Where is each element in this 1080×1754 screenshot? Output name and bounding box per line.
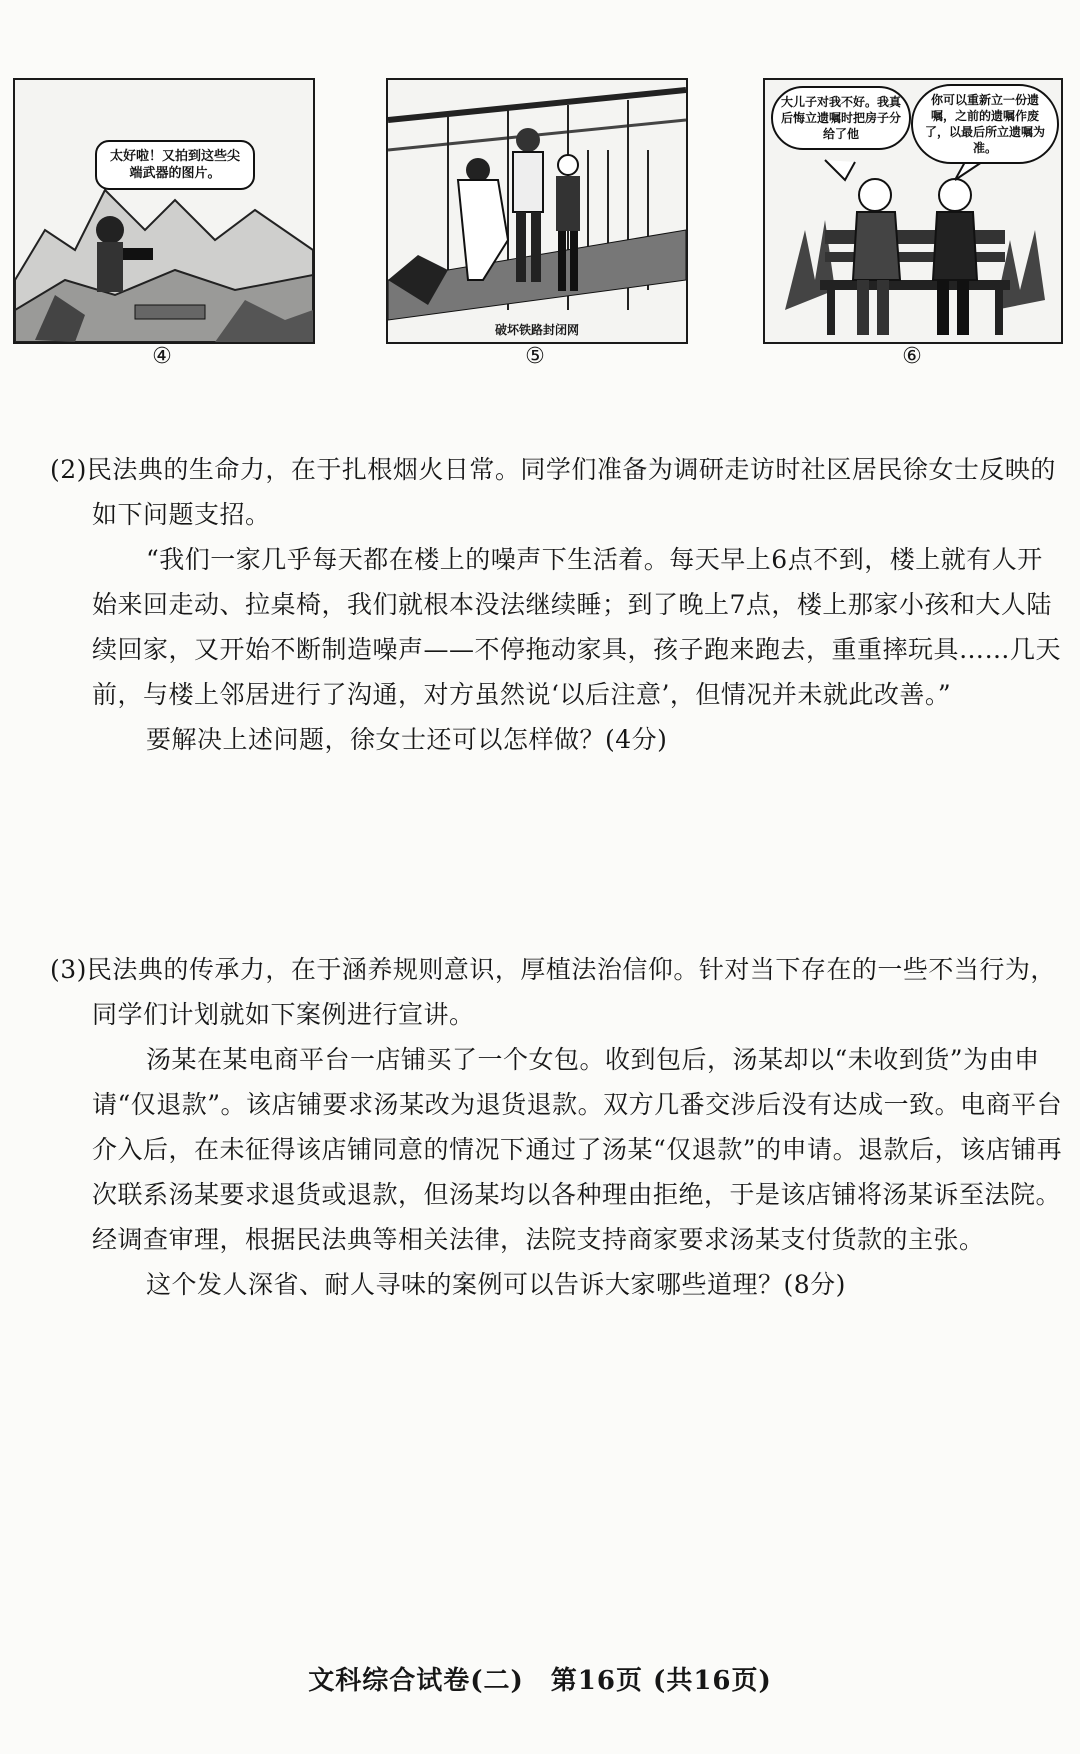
question-3-prompt: 这个发人深省、耐人寻味的案例可以告诉大家哪些道理？(8分)	[146, 1270, 846, 1299]
page-footer: 文科综合试卷(二) 第16页 (共16页)	[308, 1666, 772, 1696]
panel-number-5: ⑤	[525, 344, 545, 369]
question-3-case: 汤某在某电商平台一店铺买了一个女包。收到包后，汤某却以“未收到货”为由申请“仅退款”。该店铺要求汤某改为退货退款。双方几番交涉后没有达成一致。电商平台介入后，在未征得该店铺同意的情况下通过了汤某“仅退款”的申请。退款后，该店铺再次联系汤某要求退货或退款，但汤某均以各种理由拒绝，于是该店铺将汤某诉至法院。经调查审理，根据民法典等相关法律，法院支持商家要求汤某支付货款的主张。	[92, 1045, 1063, 1254]
cartoon-5-drawing	[388, 80, 686, 342]
cartoon-panel-6	[763, 78, 1063, 344]
panel-number-4: ④	[152, 344, 172, 369]
question-2-head: (2)民法典的生命力，在于扎根烟火日常。同学们准备为调研走访时社区居民徐女士反映的如下问题支招。	[50, 455, 1056, 529]
cartoon-panel-4	[13, 78, 315, 344]
cartoon-4-drawing	[15, 80, 313, 342]
question-2-prompt: 要解决上述问题，徐女士还可以怎样做？(4分)	[146, 725, 668, 754]
cartoon-5-caption: 破坏铁路封闭网	[494, 323, 579, 337]
cartoon-6-bubble-right: 你可以重新立一份遗嘱，之前的遗嘱作废了，以最后所立遗嘱为准。	[911, 84, 1059, 164]
cartoon-panel-5	[386, 78, 688, 344]
question-3-head: (3)民法典的传承力，在于涵养规则意识，厚植法治信仰。针对当下存在的一些不当行为，同学们计划就如下案例进行宣讲。	[50, 955, 1056, 1029]
question-2	[50, 447, 1068, 762]
cartoon-4-speech-bubble: 太好啦！又拍到这些尖端武器的图片。	[95, 140, 255, 190]
question-2-quote: “我们一家几乎每天都在楼上的噪声下生活着。每天早上6点不到，楼上就有人开始来回走动、拉桌椅，我们就根本没法继续睡；到了晚上7点，楼上那家小孩和大人陆续回家，又开始不断制造噪声——不停拖动家具，孩子跑来跑去，重重摔玩具……几天前，与楼上邻居进行了沟通，对方虽然说‘以后注意’，但情况并未就此改善。”	[92, 545, 1062, 709]
question-3	[50, 947, 1068, 1307]
cartoon-6-bubble-left: 大儿子对我不好。我真后悔立遗嘱时把房子分给了他	[771, 86, 911, 150]
panel-number-6: ⑥	[902, 344, 922, 369]
